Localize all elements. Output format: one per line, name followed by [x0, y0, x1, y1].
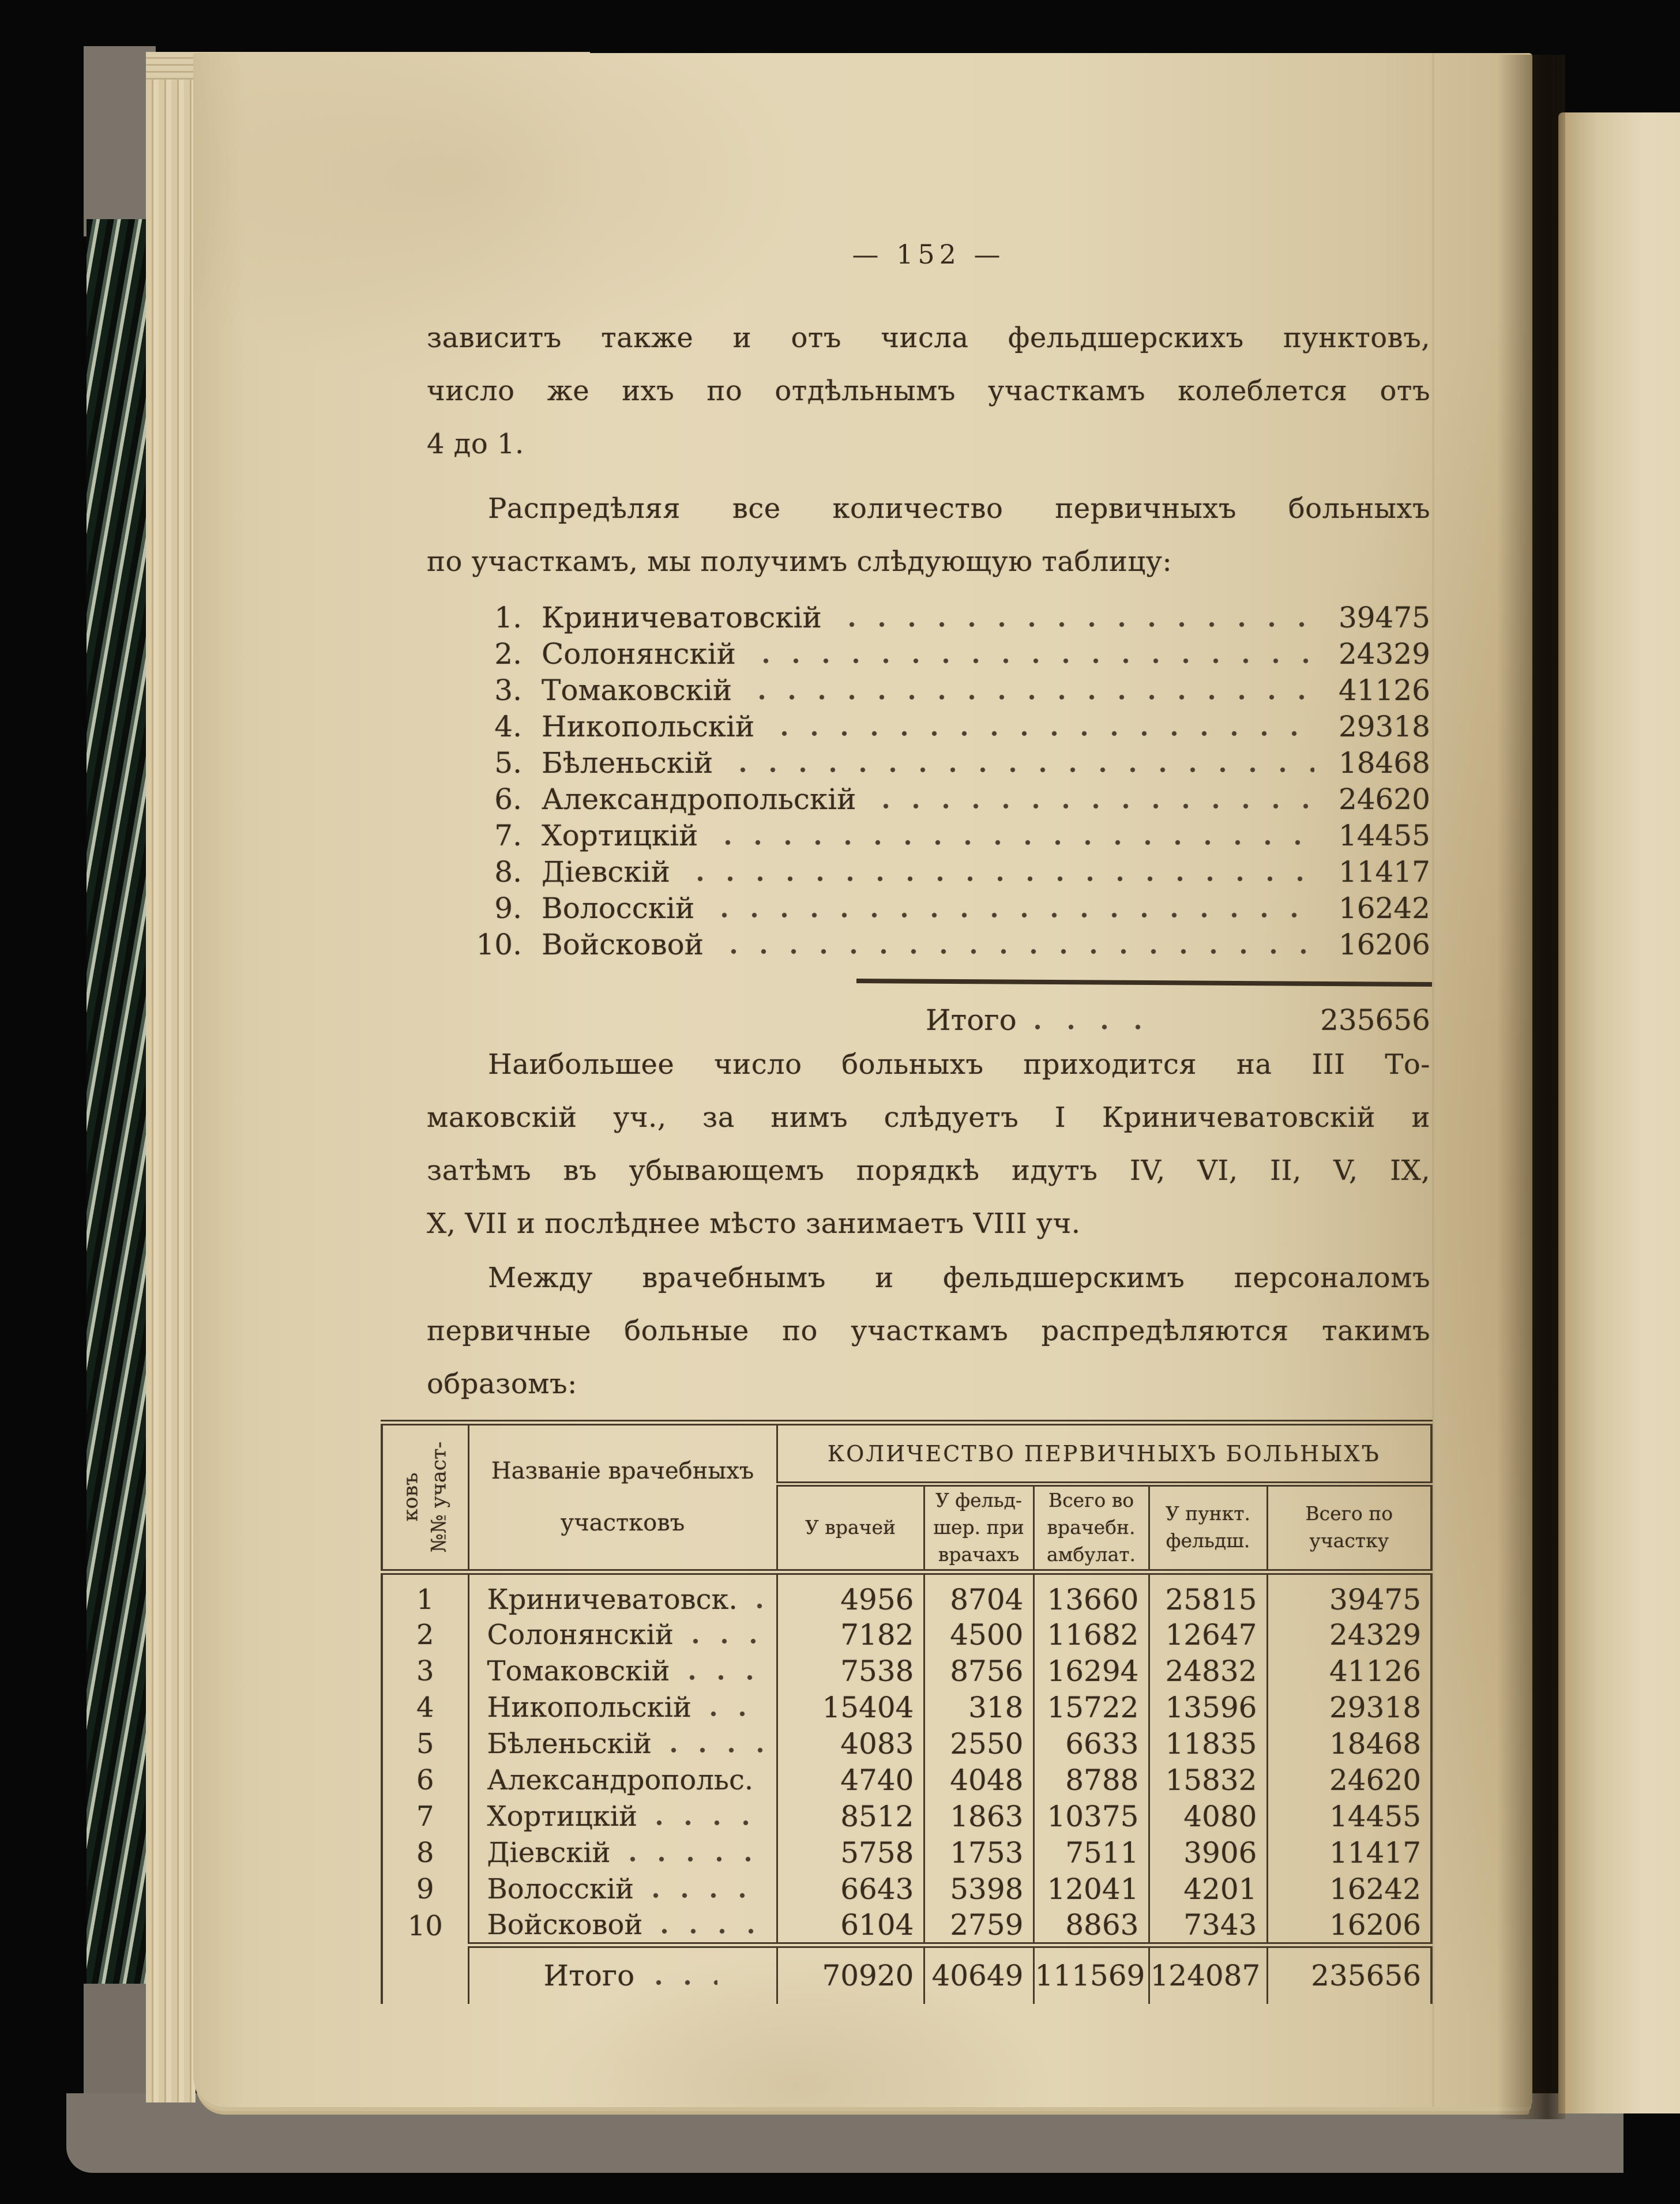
text-line: 4 до 1.: [427, 428, 524, 460]
dot-leader: [723, 840, 1314, 845]
dot-leader: [687, 1675, 763, 1680]
row-value: 4740: [777, 1762, 924, 1799]
row-value: 1863: [924, 1799, 1033, 1835]
table-row: [382, 1690, 1431, 1726]
text-line: затѣмъ въ убывающемъ порядкѣ идутъ IV, VI, II, V, IX,: [427, 1154, 1430, 1187]
book-cover-edge-top: [84, 46, 156, 236]
table-row: [382, 1572, 1431, 1617]
text-line: Наибольшее число больныхъ приходится на III То-: [488, 1048, 1430, 1081]
list-item-number: 8.: [494, 855, 522, 889]
list-item: [427, 783, 1430, 819]
dot-leader: [755, 1603, 763, 1609]
group-header-primary-patients: КОЛИЧЕСТВО ПЕРВИЧНЫХЪ БОЛЬНЫХЪ: [777, 1423, 1431, 1484]
paragraph-fel-points: [427, 311, 1430, 471]
text-line: образомъ:: [427, 1368, 577, 1400]
row-value: 11835: [1149, 1726, 1267, 1762]
text-line: по участкамъ, мы получимъ слѣдующую таблицу:: [427, 546, 1172, 578]
page-number: — 152 —: [852, 239, 1005, 270]
column-header-at-feldshers-with-doctors: [924, 1484, 1033, 1572]
row-district-number: 10: [382, 1908, 468, 1945]
paragraph-table-intro: [427, 1251, 1430, 1411]
row-value: 15404: [777, 1690, 924, 1726]
text-line: У врачей: [805, 1515, 896, 1539]
total-row-label-cell: [468, 1945, 777, 2004]
list-item-value: 39475: [1338, 601, 1430, 634]
row-value: 8512: [777, 1799, 924, 1835]
row-district-name: Волосскій: [468, 1871, 777, 1908]
list-total-line: [427, 1003, 1430, 1037]
row-value: 13660: [1033, 1572, 1149, 1617]
list-item-name: Криничеватовскій: [542, 601, 822, 634]
dot-leader: [655, 1820, 762, 1826]
row-district-name: Солонянскій: [468, 1617, 777, 1653]
list-item: [427, 855, 1430, 892]
row-district-name: Криничеватовск.: [468, 1572, 777, 1617]
list-item-name: Александропольскій: [542, 783, 856, 816]
row-value: 8863: [1033, 1908, 1149, 1945]
list-item-number: 7.: [494, 819, 522, 852]
text-line: У пункт.: [1165, 1502, 1251, 1525]
list-item-name: Солонянскій: [542, 637, 736, 671]
page-edge-stack: [146, 52, 196, 2103]
list-item: [427, 892, 1430, 928]
row-value: 4201: [1149, 1871, 1267, 1908]
dot-leader: [696, 876, 1314, 882]
dot-leader: [757, 694, 1314, 700]
row-district-number: 6: [382, 1762, 468, 1799]
list-item-name: Волосскій: [542, 892, 695, 925]
dot-leader: [709, 1711, 763, 1717]
list-item-number: 4.: [494, 710, 522, 743]
row-district-name: Томаковскій: [468, 1653, 777, 1690]
facing-page: [1558, 112, 1680, 2113]
table-row: [382, 1871, 1431, 1908]
row-value: 16294: [1033, 1653, 1149, 1690]
list-item-value: 16206: [1338, 928, 1430, 961]
list-item-number: 1.: [494, 601, 522, 634]
table-row: [382, 1835, 1431, 1871]
row-value: 12041: [1033, 1871, 1149, 1908]
text-line: шер. при: [933, 1515, 1024, 1539]
patients-table: [381, 1420, 1433, 2004]
text-line: Всего во: [1048, 1489, 1134, 1511]
district-list: [427, 601, 1430, 964]
list-item-number: 9.: [494, 892, 522, 925]
list-item-name: Діевскій: [542, 855, 670, 889]
list-item-value: 29318: [1338, 710, 1430, 743]
row-value: 13596: [1149, 1690, 1267, 1726]
marbled-cover-pattern: [87, 219, 151, 1998]
row-value: 39475: [1329, 1582, 1422, 1616]
column-header-total-medical-ambulatory: [1033, 1484, 1149, 1572]
text-line: Названіе врачебныхъ: [491, 1458, 754, 1485]
row-value: 24832: [1149, 1653, 1267, 1690]
row-value: 15722: [1033, 1690, 1149, 1726]
list-item: [427, 746, 1430, 783]
text-line: X, VII и послѣднее мѣсто занимаетъ VIII уч.: [427, 1208, 1081, 1240]
row-value: 7511: [1033, 1835, 1149, 1871]
text-line: участку: [1309, 1529, 1389, 1552]
row-value: 8788: [1033, 1762, 1149, 1799]
paragraph-distribution-intro: [427, 482, 1430, 588]
list-item-value: 14455: [1338, 819, 1430, 852]
dot-leader: [847, 622, 1314, 627]
dot-leader: [1033, 1024, 1168, 1030]
table-row: [382, 1617, 1431, 1653]
list-item-value: 41126: [1338, 674, 1430, 707]
total-value: 235656: [1267, 1945, 1431, 2004]
sum-rule: [856, 979, 1432, 987]
book-page: [193, 53, 1532, 2107]
text-line: число же ихъ по отдѣльнымъ участкамъ колеблется отъ: [427, 375, 1430, 407]
table-row: [382, 1726, 1431, 1762]
row-district-number: 2: [382, 1617, 468, 1653]
row-value: 7538: [777, 1653, 924, 1690]
row-district-name: Войсковой: [468, 1908, 777, 1945]
list-item-name: Томаковскій: [542, 674, 732, 707]
column-header-at-doctors: [777, 1484, 924, 1572]
row-district-name: Бѣленьскій: [468, 1726, 777, 1762]
row-district-name: Хортицкій: [468, 1799, 777, 1835]
row-value: 29318: [1329, 1691, 1422, 1725]
row-value: 4956: [777, 1572, 924, 1617]
total-value: 40649: [924, 1945, 1033, 2004]
text-line: врачахъ: [938, 1543, 1020, 1566]
list-item-number: 5.: [494, 746, 522, 780]
row-value: 8756: [924, 1653, 1033, 1690]
row-district-number: 3: [382, 1653, 468, 1690]
text-line: У фельд-: [935, 1489, 1023, 1511]
text-line: участковъ: [560, 1510, 685, 1537]
list-item: [427, 928, 1430, 964]
list-item-value: 16242: [1338, 892, 1430, 925]
list-item: [427, 674, 1430, 710]
list-item-name: Хортицкій: [542, 819, 698, 852]
text-line: первичные больные по участкамъ распредѣляются такимъ: [427, 1315, 1430, 1347]
row-value: 7343: [1149, 1908, 1267, 1945]
column-header-total-per-district: [1267, 1484, 1431, 1572]
table-row: [382, 1653, 1431, 1690]
rotated-header-line: ковъ: [399, 1472, 423, 1522]
row-value: 14455: [1329, 1800, 1422, 1834]
dot-leader: [881, 803, 1314, 809]
row-value: 4083: [777, 1726, 924, 1762]
row-value: 5758: [777, 1835, 924, 1871]
dot-leader: [729, 949, 1314, 954]
column-header-district-number: [382, 1423, 468, 1572]
row-value: 8704: [924, 1572, 1033, 1617]
row-district-number: 4: [382, 1690, 468, 1726]
row-value: 6104: [777, 1908, 924, 1945]
list-item-number: 10.: [476, 928, 522, 961]
row-value: 15832: [1149, 1762, 1267, 1799]
total-value: 70920: [777, 1945, 924, 2004]
column-header-district-name: [468, 1423, 777, 1572]
list-item-number: 6.: [494, 783, 522, 816]
dot-leader: [738, 767, 1314, 773]
dot-leader: [669, 1747, 763, 1753]
patients-table-body: [382, 1572, 1431, 1945]
table-total-row: [382, 1945, 1431, 2004]
list-item-name: Бѣленьскій: [542, 746, 713, 780]
dot-leader: [720, 912, 1314, 918]
row-value: 4048: [924, 1762, 1033, 1799]
table-total-label: Итого: [543, 1959, 635, 1993]
dot-leader: [761, 658, 1314, 664]
list-item-value: 11417: [1338, 855, 1430, 889]
row-value: 7182: [777, 1617, 924, 1653]
list-item: [427, 710, 1430, 746]
total-row-empty-cell: [382, 1945, 468, 2004]
table-row: [382, 1762, 1431, 1799]
row-value: 16206: [1329, 1908, 1422, 1942]
table-row: [382, 1799, 1431, 1835]
dot-leader: [628, 1856, 763, 1862]
text-line: амбулат.: [1046, 1543, 1136, 1566]
row-value: 3906: [1149, 1835, 1267, 1871]
dot-leader: [780, 731, 1314, 736]
row-value: 6643: [777, 1871, 924, 1908]
list-item-name: Никопольскій: [542, 710, 755, 743]
text-line: Распредѣляя все количество первичныхъ больныхъ: [488, 492, 1430, 525]
text-line: Между врачебнымъ и фельдшерскимъ персоналомъ: [488, 1262, 1430, 1294]
row-value: 18468: [1329, 1727, 1422, 1761]
row-district-number: 8: [382, 1835, 468, 1871]
dot-leader: [651, 1893, 762, 1898]
row-district-number: 1: [382, 1572, 468, 1617]
paragraph-ranking: [427, 1038, 1430, 1250]
total-value: 124087: [1149, 1945, 1267, 2004]
list-total-value: 235656: [1320, 1003, 1430, 1037]
list-item-number: 2.: [494, 637, 522, 671]
text-line: врачебн.: [1047, 1515, 1136, 1539]
row-district-name: Никопольскій: [468, 1690, 777, 1726]
row-value: 318: [924, 1690, 1033, 1726]
dot-leader: [654, 1980, 717, 1985]
row-value: 25815: [1149, 1572, 1267, 1617]
list-item: [427, 601, 1430, 637]
column-header-at-feldsher-points: [1149, 1484, 1267, 1572]
list-item-name: Войсковой: [542, 928, 704, 961]
dot-leader: [691, 1638, 762, 1644]
text-line: маковскій уч., за нимъ слѣдуетъ I Криничеватовскій и: [427, 1101, 1430, 1134]
list-item-value: 24620: [1338, 783, 1430, 816]
row-value: 10375: [1033, 1799, 1149, 1835]
text-line: фельдш.: [1166, 1529, 1250, 1552]
list-item-number: 3.: [494, 674, 522, 707]
list-item: [427, 819, 1430, 855]
row-value: 4500: [924, 1617, 1033, 1653]
row-value: 11682: [1033, 1617, 1149, 1653]
row-value: 6633: [1033, 1726, 1149, 1762]
list-total-label: Итого: [926, 1003, 1017, 1037]
row-value: 24620: [1329, 1763, 1422, 1797]
text-line: зависитъ также и отъ числа фельдшерскихъ пунктовъ,: [427, 322, 1430, 354]
row-value: 41126: [1329, 1654, 1422, 1688]
rotated-header-line: №№ участ-: [427, 1441, 451, 1553]
list-item: [427, 637, 1430, 674]
row-district-number: 5: [382, 1726, 468, 1762]
total-value: 111569: [1033, 1945, 1149, 2004]
row-district-number: 7: [382, 1799, 468, 1835]
text-line: Всего по: [1305, 1502, 1393, 1525]
patients-table-footer: [382, 1945, 1431, 2004]
row-value: 2759: [924, 1908, 1033, 1945]
row-district-name: Діевскій: [468, 1835, 777, 1871]
table-row: [382, 1908, 1431, 1945]
row-value: 2550: [924, 1726, 1033, 1762]
row-value: 5398: [924, 1871, 1033, 1908]
row-district-number: 9: [382, 1871, 468, 1908]
dot-leader: [660, 1928, 762, 1934]
row-value: 24329: [1329, 1618, 1422, 1652]
row-value: 12647: [1149, 1617, 1267, 1653]
list-item-value: 18468: [1338, 746, 1430, 780]
patients-table-header: [382, 1423, 1431, 1572]
row-value: 4080: [1149, 1799, 1267, 1835]
list-item-value: 24329: [1338, 637, 1430, 671]
row-value: 16242: [1329, 1872, 1422, 1906]
row-value: 11417: [1329, 1836, 1422, 1870]
row-district-name: Александропольс.: [468, 1762, 777, 1799]
row-value: 1753: [924, 1835, 1033, 1871]
